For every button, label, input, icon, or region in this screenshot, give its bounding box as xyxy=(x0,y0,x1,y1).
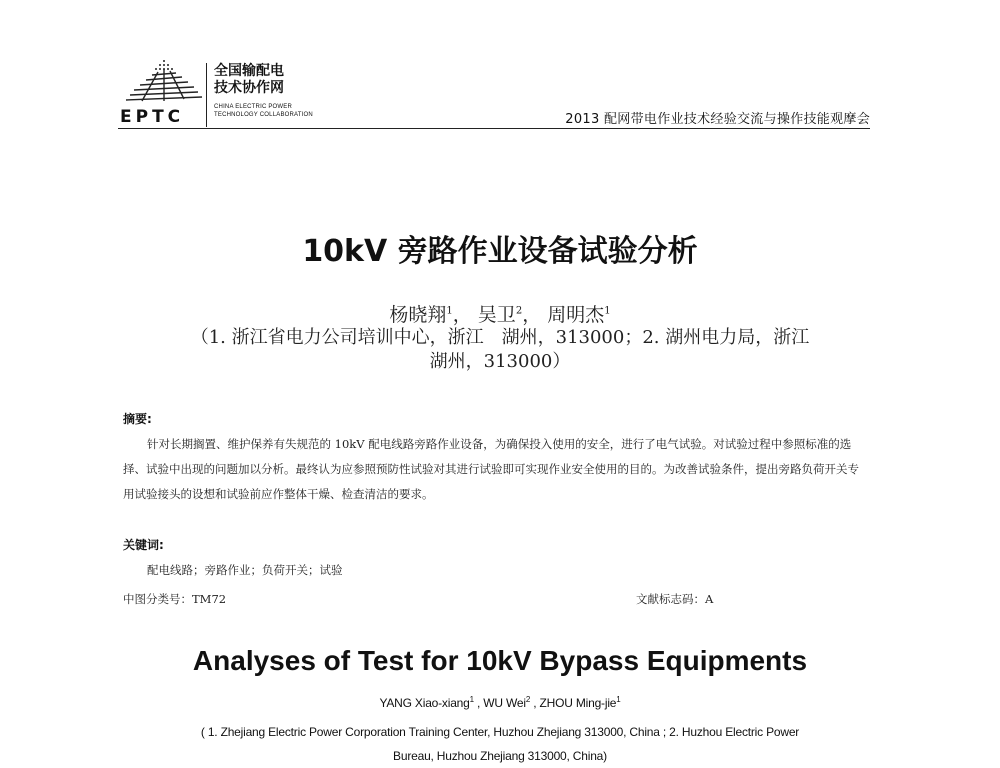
author-name: YANG Xiao-xiang xyxy=(379,696,470,710)
page-header xyxy=(118,55,870,131)
author-separator: ， xyxy=(452,304,472,326)
logo-cn-line-1: 全国输配电 xyxy=(214,63,284,79)
conference-title: 2013 配网带电作业技术经验交流与操作技能观摩会 xyxy=(565,112,870,127)
pylon-mesh-logo-icon xyxy=(122,57,204,109)
keywords-list: 配电线路；旁路作业；负荷开关；试验 xyxy=(147,563,343,577)
logo-english-name xyxy=(214,103,313,119)
header-rule xyxy=(118,128,870,129)
document-code: 文献标志码：A xyxy=(636,592,714,606)
logo-divider xyxy=(206,63,207,127)
logo-en-line-1: CHINA ELECTRIC POWER xyxy=(214,104,293,110)
logo-letters: EPTC xyxy=(120,107,185,127)
affiliation-line-2: Bureau, Huzhou Zhejiang 313000, China) xyxy=(393,749,607,763)
logo-chinese-name xyxy=(214,63,284,97)
author-affiliation-mark: 2 xyxy=(515,305,523,317)
clc-number: 中图分类号：TM72 xyxy=(123,592,227,606)
author-separator: , xyxy=(530,696,540,710)
author-separator: , xyxy=(473,696,484,710)
abstract-body xyxy=(123,432,863,507)
affiliations-chinese xyxy=(110,326,890,374)
author-affiliation-mark: 2 xyxy=(525,695,531,704)
author-name: WU Wei xyxy=(483,696,526,710)
affiliation-line-2: 湖州，313000） xyxy=(429,351,571,372)
author-name: 周明杰 xyxy=(547,304,605,326)
author-name: ZHOU Ming-jie xyxy=(539,696,617,710)
paper-title-chinese: 10kV 旁路作业设备试验分析 xyxy=(302,234,698,269)
affiliations-english xyxy=(120,720,880,768)
affiliation-line-1: ( 1. Zhejiang Electric Power Corporation Training Center, Huzhou Zhejiang 313000, China ; 2. Huzhou Electric Power xyxy=(200,725,800,739)
author-affiliation-mark: 1 xyxy=(469,695,474,704)
author-affiliation-mark: 1 xyxy=(446,305,453,317)
logo-cn-line-2: 技术协作网 xyxy=(214,80,284,96)
abstract-text: 针对长期搁置、维护保养有失规范的 10kV 配电线路旁路作业设备，为确保投入使用的安全，进行了电气试验。对试验过程中参照标准的选择、试验中出现的问题加以分析。最终认为应参照预防性试验对其进行试验即可实现作业安全使用的目的。为改善试验条件，提出旁路负荷开关专用试验接头的设想和试验前应作整体干燥、检查清洁的要求。 xyxy=(123,437,859,501)
affiliation-line-1: （1. 浙江省电力公司培训中心，浙江 湖州，313000；2. 湖州电力局，浙江 xyxy=(190,327,810,348)
authors-english xyxy=(0,695,1000,710)
paper-title-english: Analyses of Test for 10kV Bypass Equipments xyxy=(192,645,808,676)
author-name: 吴卫 xyxy=(477,304,516,326)
author-name: 杨晓翔 xyxy=(389,304,447,326)
author-affiliation-mark: 1 xyxy=(616,695,621,704)
logo-en-line-2: TECHNOLOGY COLLABORATION xyxy=(214,112,313,118)
abstract-heading: 摘要: xyxy=(123,412,152,426)
keywords-heading: 关键词: xyxy=(123,538,164,552)
authors-chinese xyxy=(0,300,1000,327)
author-separator: ， xyxy=(522,304,542,326)
author-affiliation-mark: 1 xyxy=(604,305,611,317)
eptc-logo xyxy=(118,55,348,131)
